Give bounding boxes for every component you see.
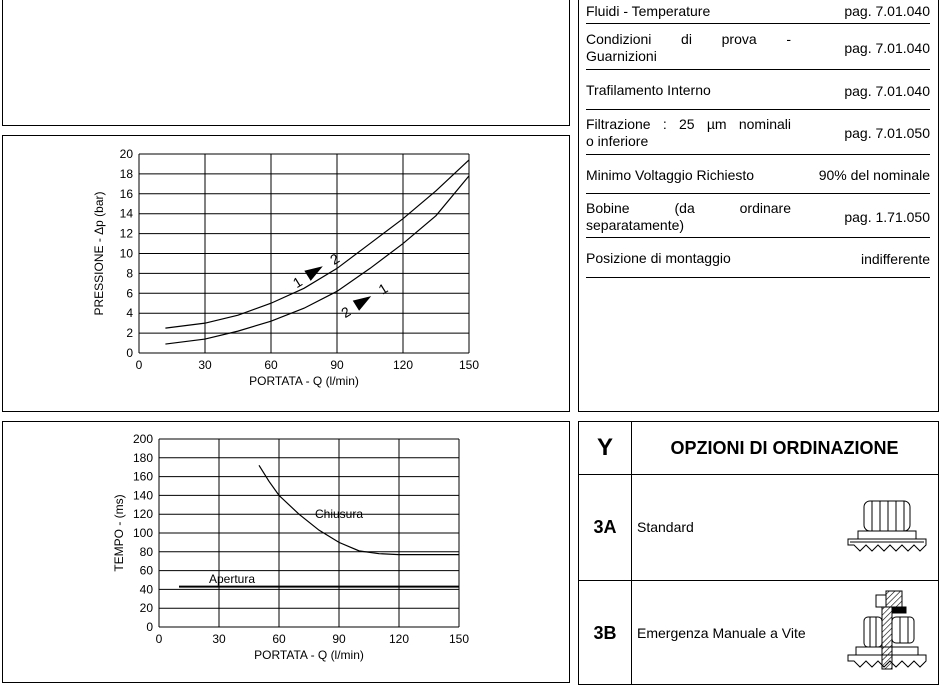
y-tick-label: 2 (126, 326, 133, 341)
x-axis-label: PORTATA - Q (l/min) (254, 648, 364, 662)
time-chart-panel (2, 421, 570, 683)
spec-row-internal-leakage (586, 72, 930, 110)
manual-override-valve-icon (842, 587, 932, 677)
flow-to-label: 2 (327, 250, 343, 268)
x-tick-label: 150 (448, 632, 470, 646)
standard-valve-icon (842, 489, 932, 569)
spec-label-line: o inferiore (586, 133, 649, 149)
spec-row-fluids (586, 0, 930, 24)
y-tick-label: 12 (119, 226, 133, 241)
spec-label-line: Bobine (da ordinare (586, 199, 791, 216)
option-label: Emergenza Manuale a Vite (637, 625, 806, 641)
y-tick-label: 80 (139, 544, 153, 559)
spec-row-mounting-position (586, 240, 930, 278)
spec-row-filtration (586, 112, 930, 155)
spec-label-line: separatamente) (586, 216, 685, 233)
y-tick-label: 200 (132, 432, 153, 446)
x-tick-label: 30 (212, 632, 226, 646)
x-tick-label: 60 (272, 632, 286, 646)
x-tick-label: 120 (388, 632, 410, 646)
x-tick-label: 0 (135, 358, 143, 372)
y-tick-label: 0 (126, 346, 133, 360)
y-tick-label: 100 (132, 526, 153, 540)
y-tick-label: 0 (146, 620, 153, 634)
y-tick-label: 180 (132, 450, 153, 465)
option-label: Standard (637, 519, 694, 535)
spec-label (586, 200, 791, 234)
series-line-0 (165, 160, 469, 328)
y-axis-label: PRESSIONE - Δp (bar) (92, 191, 106, 316)
y-tick-label: 4 (126, 306, 133, 321)
y-tick-label: 6 (126, 286, 133, 301)
spec-label-line: Condizioni di prova - (586, 30, 791, 47)
y-tick-label: 160 (132, 469, 153, 484)
options-title: OPZIONI DI ORDINAZIONE (670, 437, 899, 458)
x-tick-label: 0 (155, 632, 163, 646)
series-label-chiusura: Chiusura (315, 506, 364, 521)
x-tick-label: 120 (392, 358, 414, 372)
y-tick-label: 14 (119, 206, 133, 221)
flow-arrow-icon (304, 261, 326, 281)
option-row-3b (579, 581, 938, 685)
spec-label (586, 116, 791, 150)
y-tick-label: 20 (139, 601, 153, 616)
spec-value: pag. 7.01.040 (844, 82, 930, 99)
options-header (579, 422, 938, 475)
pressure-chart (3, 136, 569, 411)
x-tick-label: 60 (264, 358, 278, 372)
x-tick-label: 90 (330, 358, 344, 372)
spec-label-line: Guarnizioni (586, 47, 657, 64)
spec-row-coils (586, 196, 930, 238)
pressure-chart-panel (2, 135, 570, 412)
image-panel-top (2, 0, 570, 126)
options-code-header: Y (579, 422, 632, 474)
spec-label: Fluidi - Temperature (586, 2, 711, 19)
series-label-apertura: Apertura (209, 571, 256, 586)
x-tick-label: 30 (198, 358, 212, 372)
spec-label: Posizione di montaggio (586, 250, 731, 266)
y-tick-label: 16 (119, 186, 133, 201)
spec-value: pag. 7.01.040 (844, 39, 930, 56)
x-tick-label: 150 (458, 358, 480, 372)
y-tick-label: 140 (132, 488, 153, 503)
spec-label-line: Filtrazione : 25 µm nominali (586, 116, 791, 132)
specifications-panel (578, 0, 939, 412)
ordering-options-panel (578, 421, 939, 685)
flow-from-label: 1 (289, 273, 305, 292)
spec-value: pag. 7.01.050 (844, 125, 930, 141)
y-tick-label: 120 (132, 507, 153, 522)
flow-to-label: 1 (375, 279, 391, 298)
y-tick-label: 20 (119, 147, 133, 161)
y-axis-label: TEMPO - (ms) (112, 494, 126, 572)
spec-value: indifferente (860, 250, 930, 267)
y-tick-label: 60 (139, 563, 153, 578)
y-tick-label: 10 (119, 246, 133, 261)
y-tick-label: 18 (119, 166, 133, 181)
spec-row-min-voltage (586, 157, 930, 194)
x-tick-label: 90 (332, 632, 346, 646)
spec-label: Minimo Voltaggio Richiesto (586, 166, 755, 183)
flow-from-label: 2 (338, 303, 354, 321)
spec-row-test-conditions (586, 26, 930, 70)
flow-direction-annotation (338, 280, 391, 321)
y-tick-label: 8 (126, 266, 133, 281)
spec-value: 90% del nominale (818, 167, 930, 183)
spec-value: pag. 1.71.050 (844, 208, 930, 225)
option-row-3a (579, 475, 938, 581)
flow-arrow-icon (353, 291, 375, 311)
option-code: 3B (579, 581, 632, 685)
time-chart (3, 422, 569, 682)
y-tick-label: 40 (139, 582, 153, 597)
spec-label (586, 31, 791, 65)
spec-value: pag. 7.01.040 (844, 3, 930, 19)
x-axis-label: PORTATA - Q (l/min) (249, 374, 359, 388)
spec-label: Trafilamento Interno (586, 82, 711, 98)
option-code: 3A (579, 475, 632, 580)
